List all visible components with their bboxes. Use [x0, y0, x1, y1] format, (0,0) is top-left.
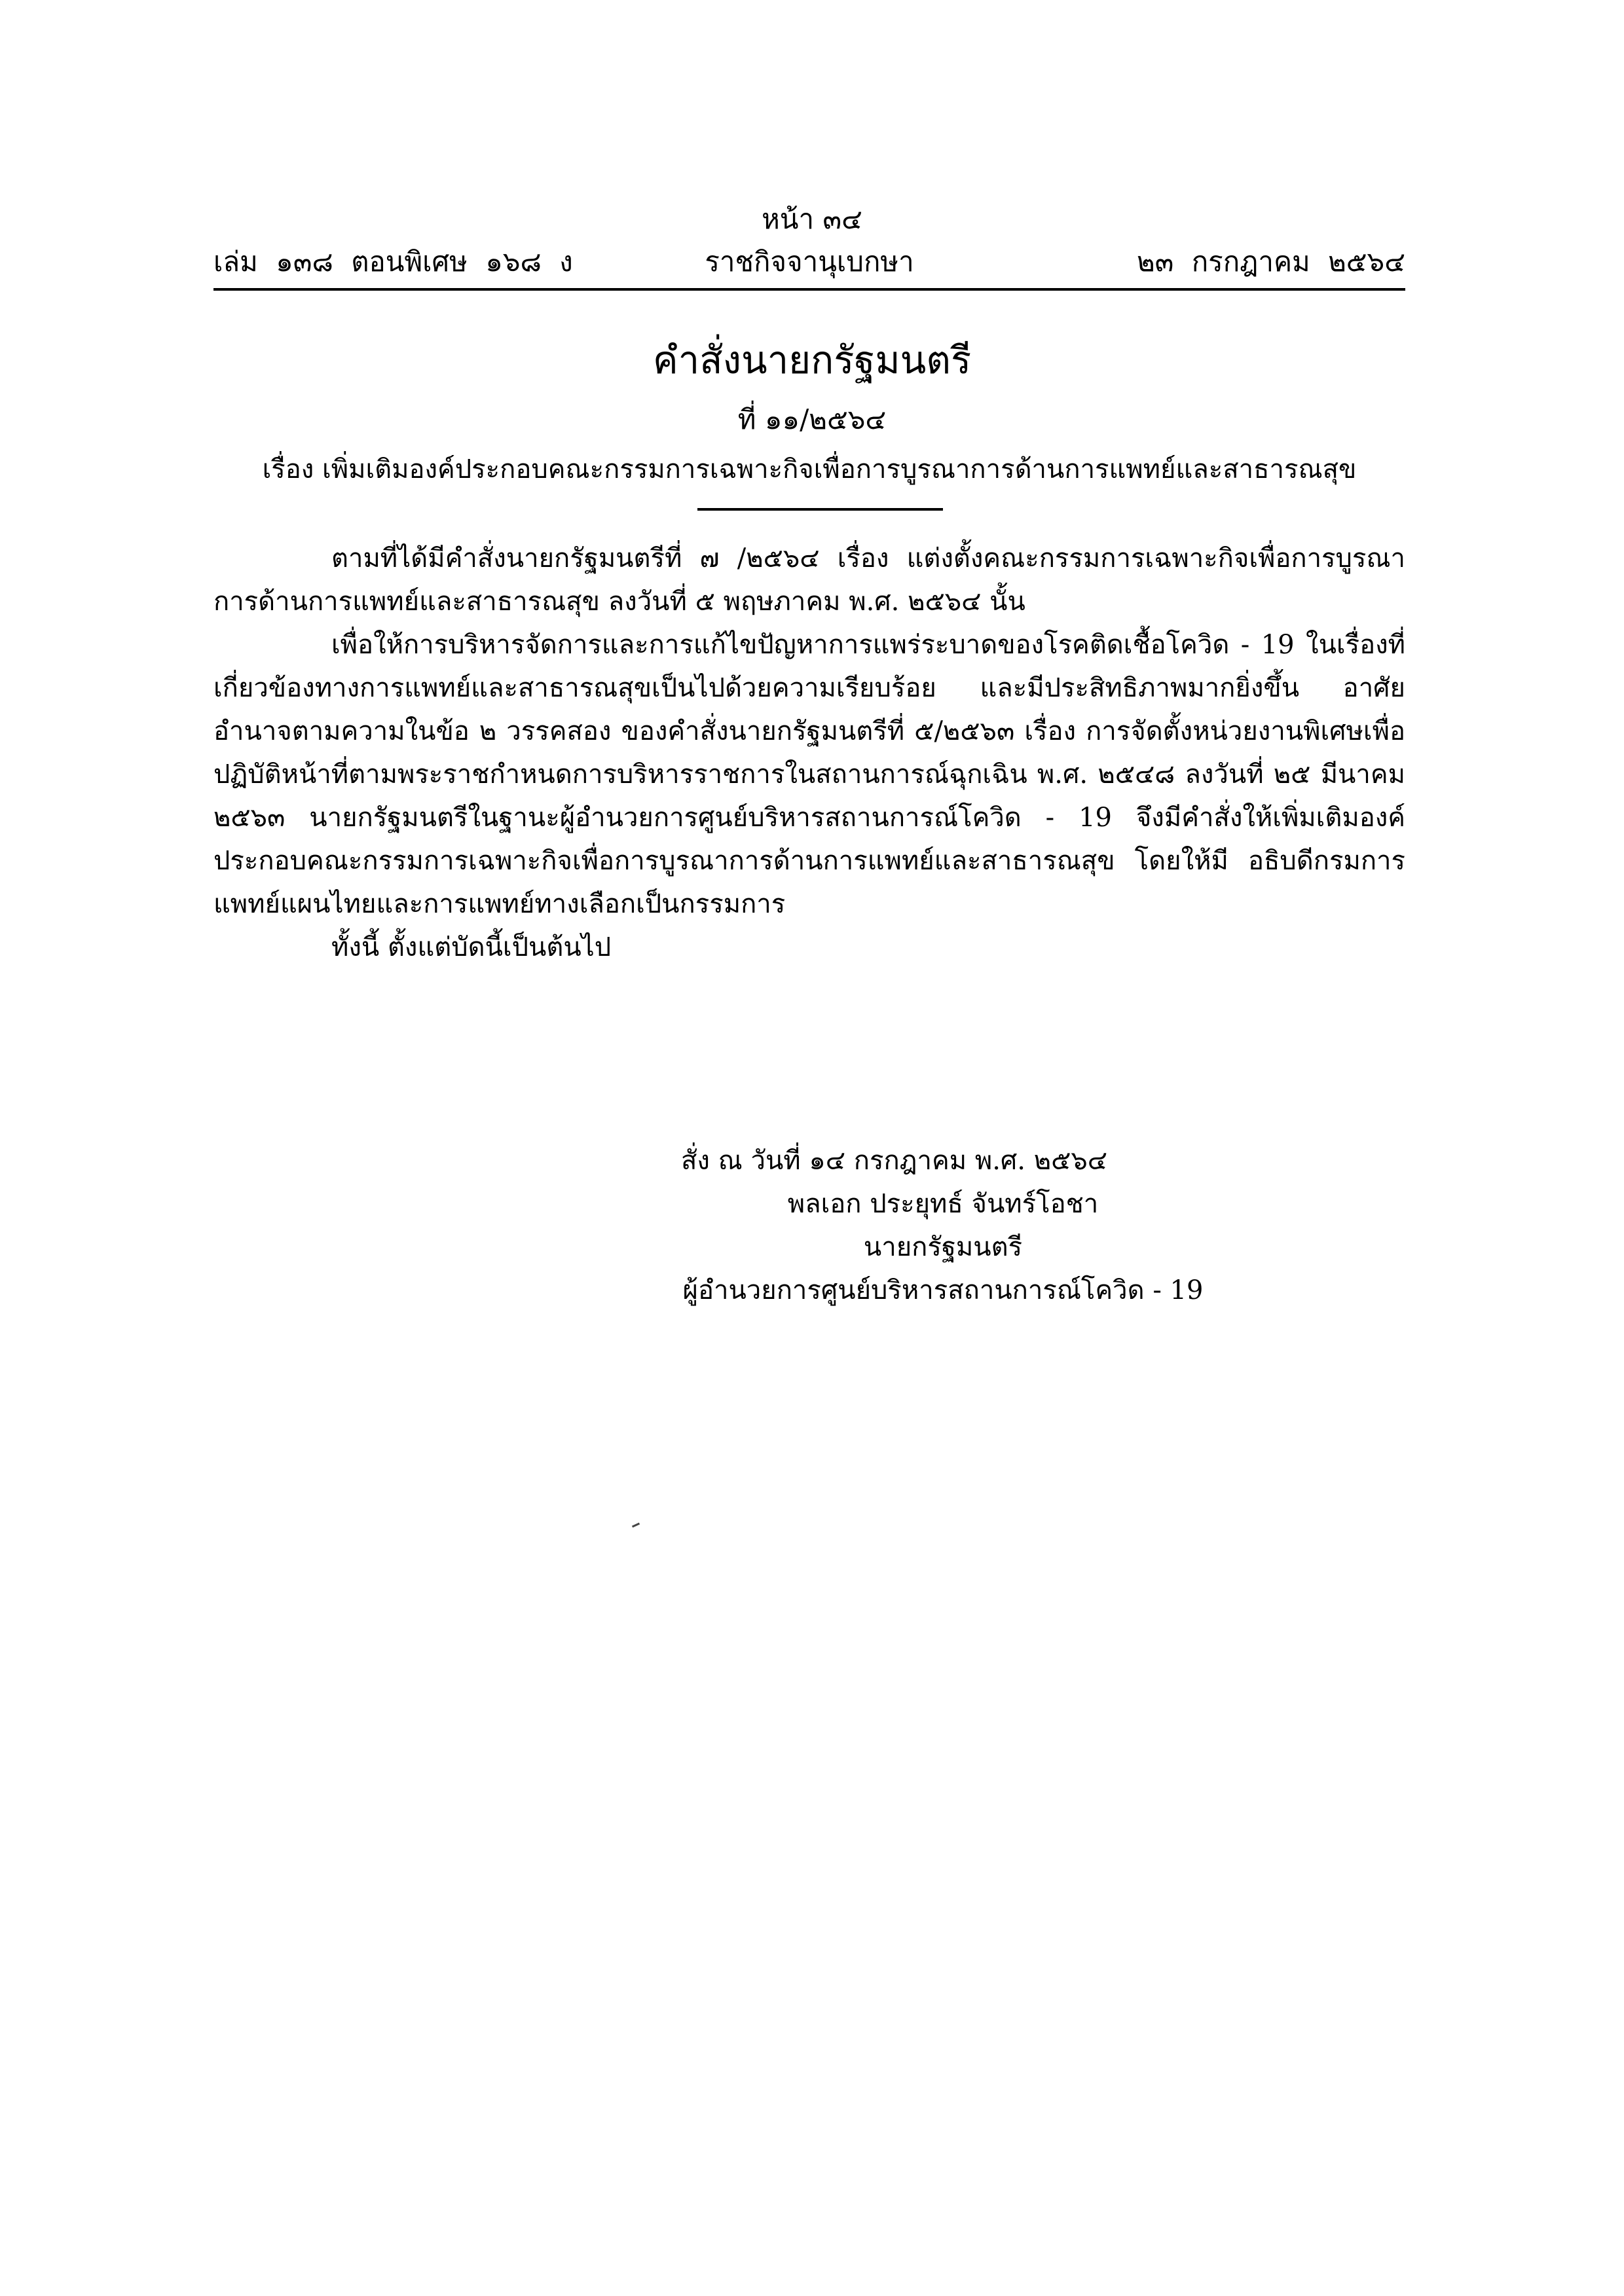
publication-date: ๒๓ กรกฎาคม ๒๕๖๔ [1137, 246, 1405, 278]
signatory-role: ผู้อำนวยการศูนย์บริหารสถานการณ์โควิด - 19 [682, 1275, 1204, 1305]
gazette-header [213, 241, 1405, 283]
scan-speck [632, 1523, 640, 1528]
signatory-name: พลเอก ประยุทธ์ จันทร์โอชา [787, 1189, 1099, 1219]
title-divider [697, 508, 943, 511]
body-paragraph: เพื่อให้การบริหารจัดการและการแก้ไขปัญหาการแพร่ระบาดของโรคติดเชื้อโควิด - 19 ในเรื่องที่เกี่ยวข้องทางการแพทย์และสาธารณสุขเป็นไปด้วยความเรียบร้อย และมีประสิทธิภาพมากยิ่งขึ้น อาศัยอำนาจตามความในข้อ ๒ วรรคสอง ของคำสั่งนายกรัฐมนตรีที่ ๕/๒๕๖๓ เรื่อง การจัดตั้งหน่วยงานพิเศษเพื่อปฏิบัติหน้าที่ตามพระราชกำหนดการบริหารราชการในสถานการณ์ฉุกเฉิน พ.ศ. ๒๕๔๘ ลงวันที่ ๒๕ มีนาคม ๒๕๖๓ นายกรัฐมนตรีในฐานะผู้อำนวยการศูนย์บริหารสถานการณ์โควิด - 19 จึงมีคำสั่งให้เพิ่มเติมองค์ประกอบคณะกรรมการเฉพาะกิจเพื่อการบูรณาการด้านการแพทย์และสาธารณสุข โดยให้มี อธิบดีกรมการแพทย์แผนไทยและการแพทย์ทางเลือกเป็นกรรมการ [213, 630, 1405, 919]
publication-name: ราชกิจจานุเบกษา [705, 246, 914, 278]
header-divider [213, 288, 1405, 291]
volume-info: เล่ม ๑๓๘ ตอนพิเศษ ๑๖๘ ง [213, 246, 573, 278]
document-title: คำสั่งนายกรัฐมนตรี [652, 338, 972, 382]
document-number: ที่ ๑๑/๒๕๖๔ [737, 403, 887, 435]
document-subject: เรื่อง เพิ่มเติมองค์ประกอบคณะกรรมการเฉพาะกิจเพื่อการบูรณาการด้านการแพทย์และสาธารณสุข [262, 454, 1357, 484]
body-paragraph: ทั้งนี้ ตั้งแต่บัดนี้เป็นต้นไป [331, 932, 612, 962]
order-date: สั่ง ณ วันที่ ๑๔ กรกฎาคม พ.ศ. ๒๕๖๔ [681, 1146, 1108, 1176]
signature-block [616, 1139, 1270, 1312]
page-number: หน้า ๓๔ [762, 203, 862, 235]
body-paragraph: ตามที่ได้มีคำสั่งนายกรัฐมนตรีที่ ๗ /๒๕๖๔ เรื่อง แต่งตั้งคณะกรรมการเฉพาะกิจเพื่อการบูรณาการด้านการแพทย์และสาธารณสุข ลงวันที่ ๕ พฤษภาคม พ.ศ. ๒๕๖๔ นั้น [213, 543, 1405, 617]
document-body [213, 537, 1405, 969]
signatory-position: นายกรัฐมนตรี [863, 1232, 1023, 1262]
